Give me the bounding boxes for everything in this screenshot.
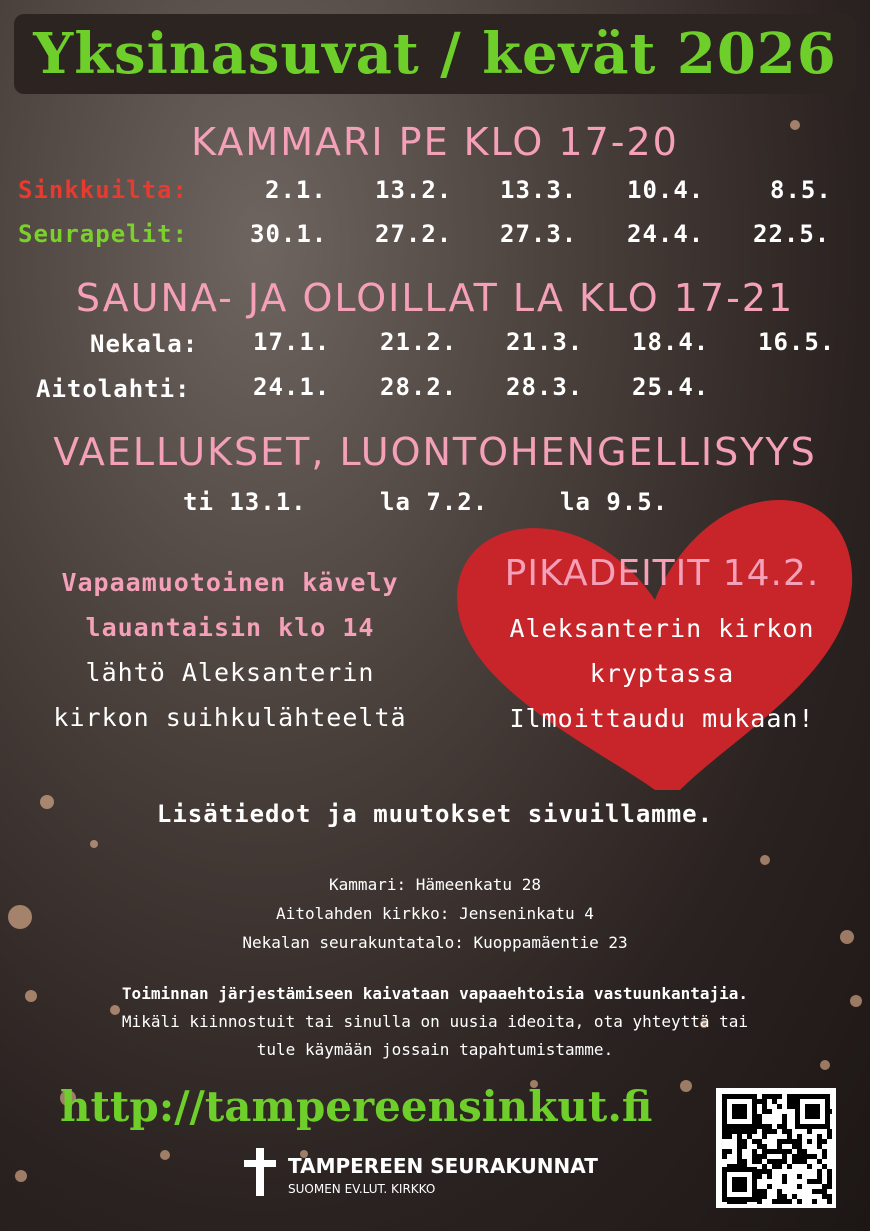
date: 17.1. — [253, 328, 331, 356]
date: 2.1. — [265, 176, 327, 204]
date: ti 13.1. — [183, 488, 307, 516]
date: 27.2. — [375, 220, 453, 248]
date: 28.3. — [506, 373, 584, 401]
date: 13.3. — [500, 176, 578, 204]
volunteer-line: Toiminnan järjestämiseen kaivataan vapaaehtoisia vastuunkantajia. — [121, 984, 749, 1003]
kavely-block — [10, 560, 450, 740]
address-item: Kammari: Hämeenkatu 28 — [329, 875, 541, 894]
address-item: Aitolahden kirkko: Jenseninkatu 4 — [276, 904, 594, 923]
pikadeitit-heading: PIKADEITIT 14.2. — [504, 553, 820, 594]
date: 30.1. — [250, 220, 328, 248]
date: 10.4. — [627, 176, 705, 204]
cross-icon — [244, 1148, 276, 1196]
date: 21.3. — [506, 328, 584, 356]
date: la 9.5. — [560, 488, 669, 516]
pikadeitit-line: kryptassa — [589, 659, 735, 688]
volunteer-line: Mikäli kiinnostuit tai sinulla on uusia ideoita, ota yhteyttä tai — [121, 1012, 749, 1031]
date: la 7.2. — [380, 488, 489, 516]
sauna-heading: SAUNA- JA OLOILLAT LA KLO 17-21 — [75, 276, 795, 320]
logo-name: TAMPEREEN SEURAKUNNAT — [288, 1154, 598, 1178]
pikadeitit-line: Ilmoittaudu mukaan! — [509, 704, 815, 733]
date: 24.4. — [627, 220, 705, 248]
address-list — [0, 870, 870, 957]
kavely-line: lauantaisin klo 14 — [85, 613, 375, 642]
date: 21.2. — [380, 328, 458, 356]
volunteer-line: tule käymään jossain tapahtumistamme. — [256, 1040, 614, 1059]
address-item: Nekalan seurakuntatalo: Kuoppamäentie 23 — [242, 933, 628, 952]
poster-title: Yksinasuvat / kevät 2026 — [33, 21, 837, 87]
date: 8.5. — [770, 176, 832, 204]
pikadeitit-line: Aleksanterin kirkon — [509, 614, 815, 643]
date: 28.2. — [380, 373, 458, 401]
vaellukset-heading: VAELLUKSET, LUONTOHENGELLISYYS — [53, 430, 817, 474]
volunteer-text — [0, 980, 870, 1064]
date: 27.3. — [500, 220, 578, 248]
logo-sub: SUOMEN EV.LUT. KIRKKO — [288, 1182, 436, 1196]
aitolahti-label: Aitolahti: — [36, 375, 191, 403]
pikadeitit-block — [462, 548, 862, 741]
kavely-line: Vapaamuotoinen kävely — [61, 568, 399, 597]
seurapelit-label: Seurapelit: — [18, 220, 188, 248]
date: 13.2. — [375, 176, 453, 204]
lisatiedot-text: Lisätiedot ja muutokset sivuillamme. — [156, 800, 714, 828]
kavely-line: kirkon suihkulähteeltä — [53, 703, 407, 732]
nekala-label: Nekala: — [90, 330, 199, 358]
date: 24.1. — [253, 373, 331, 401]
sinkkuilta-label: Sinkkuilta: — [18, 176, 188, 204]
qr-code-icon[interactable] — [716, 1088, 836, 1208]
kavely-line: lähtö Aleksanterin — [85, 658, 375, 687]
date: 22.5. — [753, 220, 831, 248]
kammari-heading: KAMMARI PE KLO 17-20 — [191, 120, 679, 164]
date: 18.4. — [632, 328, 710, 356]
date: 16.5. — [758, 328, 836, 356]
website-link[interactable]: http://tampereensinkut.fi — [60, 1082, 653, 1131]
date: 25.4. — [632, 373, 710, 401]
